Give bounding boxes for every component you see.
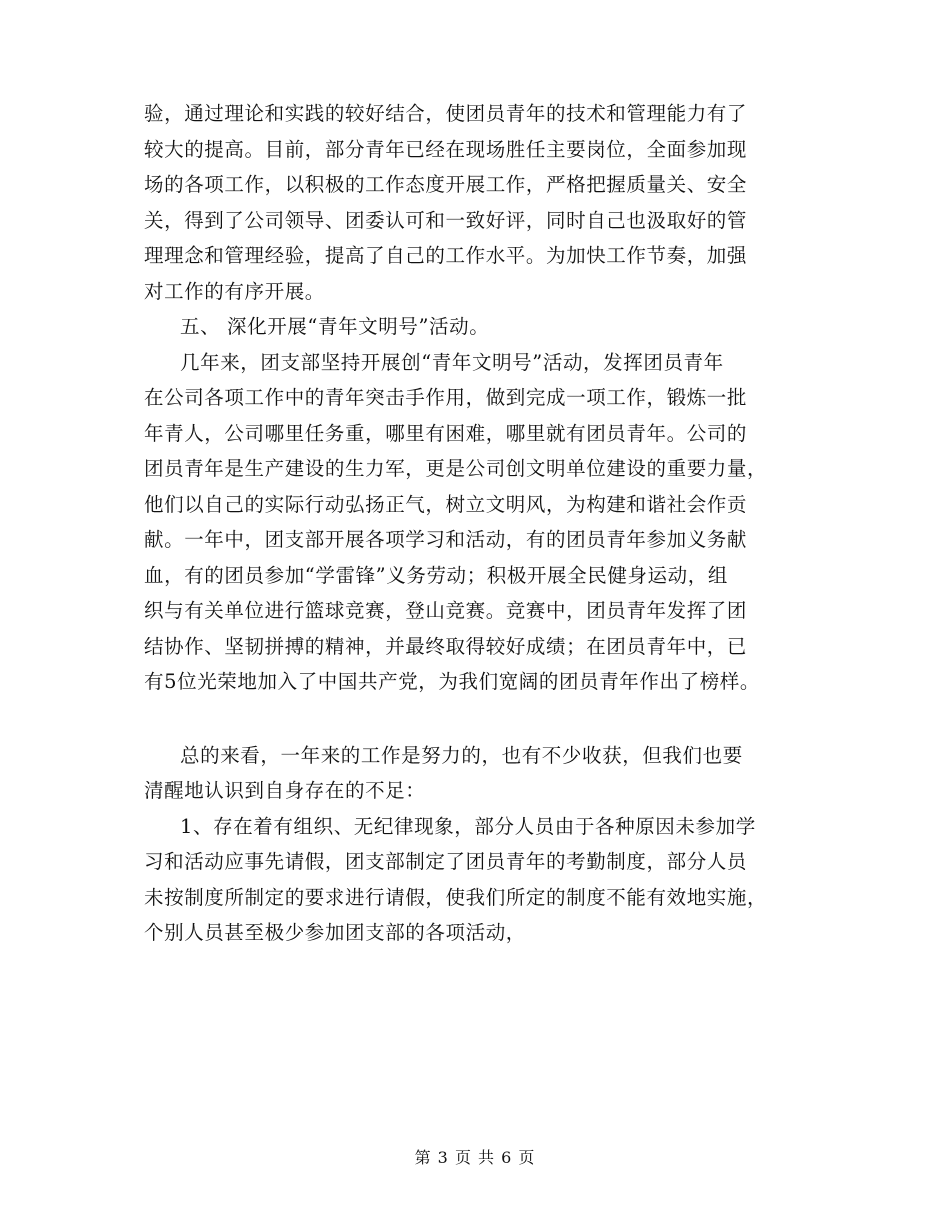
text-line: 验，通过理论和实践的较好结合，使团员青年的技术和管理能力有了 bbox=[144, 102, 748, 125]
text-line: 未按制度所制定的要求进行请假，使我们所定的制度不能有效地实施， bbox=[144, 885, 768, 909]
paragraph-gap bbox=[144, 700, 814, 738]
text-line: 织与有关单位进行篮球竞赛，登山竞赛。竞赛中，团员青年发挥了团 bbox=[144, 599, 748, 622]
text-line: 对工作的有序开展。 bbox=[144, 279, 325, 303]
text-line: 1、存在着有组织、无纪律现象，部分人员由于各种原因未参加学 bbox=[180, 814, 756, 838]
text-line: 有5位光荣地加入了中国共产党，为我们宽阔的团员青年作出了榜样。 bbox=[144, 670, 761, 693]
text-line: 场的各项工作，以积极的工作态度开展工作，严格把握质量关、安全 bbox=[144, 173, 748, 196]
text-line: 个别人员甚至极少参加团支部的各项活动， bbox=[144, 921, 526, 944]
text-line: 关，得到了公司领导、团委认可和一致好评，同时自己也汲取好的管 bbox=[144, 208, 748, 232]
text-line: 几年来，团支部坚持开展创“青年文明号”活动，发挥团员青年 bbox=[180, 350, 724, 374]
text-line: 年青人，公司哪里任务重，哪里有困难，哪里就有团员青年。公司的 bbox=[144, 421, 748, 445]
text-line: 总的来看，一年来的工作是努力的，也有不少收获，但我们也要 bbox=[180, 743, 743, 767]
page-number: 第 3 页 共 6 页 bbox=[414, 1148, 536, 1167]
document-body bbox=[144, 96, 814, 951]
section-heading: 五、 深化开展“青年文明号”活动。 bbox=[180, 315, 490, 338]
text-line: 献。一年中，团支部开展各项学习和活动，有的团员青年参加义务献 bbox=[144, 528, 748, 551]
text-line: 较大的提高。目前，部分青年已经在现场胜任主要岗位，全面参加现 bbox=[144, 137, 748, 161]
text-line: 在公司各项工作中的青年突击手作用，做到完成一项工作，锻炼一批 bbox=[144, 386, 748, 409]
text-line: 他们以自己的实际行动弘扬正气，树立文明风，为构建和谐社会作贡 bbox=[144, 492, 748, 516]
text-line: 理理念和管理经验，提高了自己的工作水平。为加快工作节奏，加强 bbox=[144, 244, 748, 267]
text-line: 结协作、坚韧拼搏的精神，并最终取得较好成绩；在团员青年中，已 bbox=[144, 634, 748, 658]
text-line: 团员青年是生产建设的生力军，更是公司创文明单位建设的重要力量， bbox=[144, 457, 768, 480]
text-line: 清醒地认识到自身存在的不足： bbox=[144, 779, 426, 802]
text-line: 血，有的团员参加“学雷锋”义务劳动；积极开展全民健身运动，组 bbox=[144, 563, 728, 587]
text-line: 习和活动应事先请假，团支部制定了团员青年的考勤制度，部分人员 bbox=[144, 850, 748, 873]
page-footer bbox=[0, 1148, 950, 1168]
